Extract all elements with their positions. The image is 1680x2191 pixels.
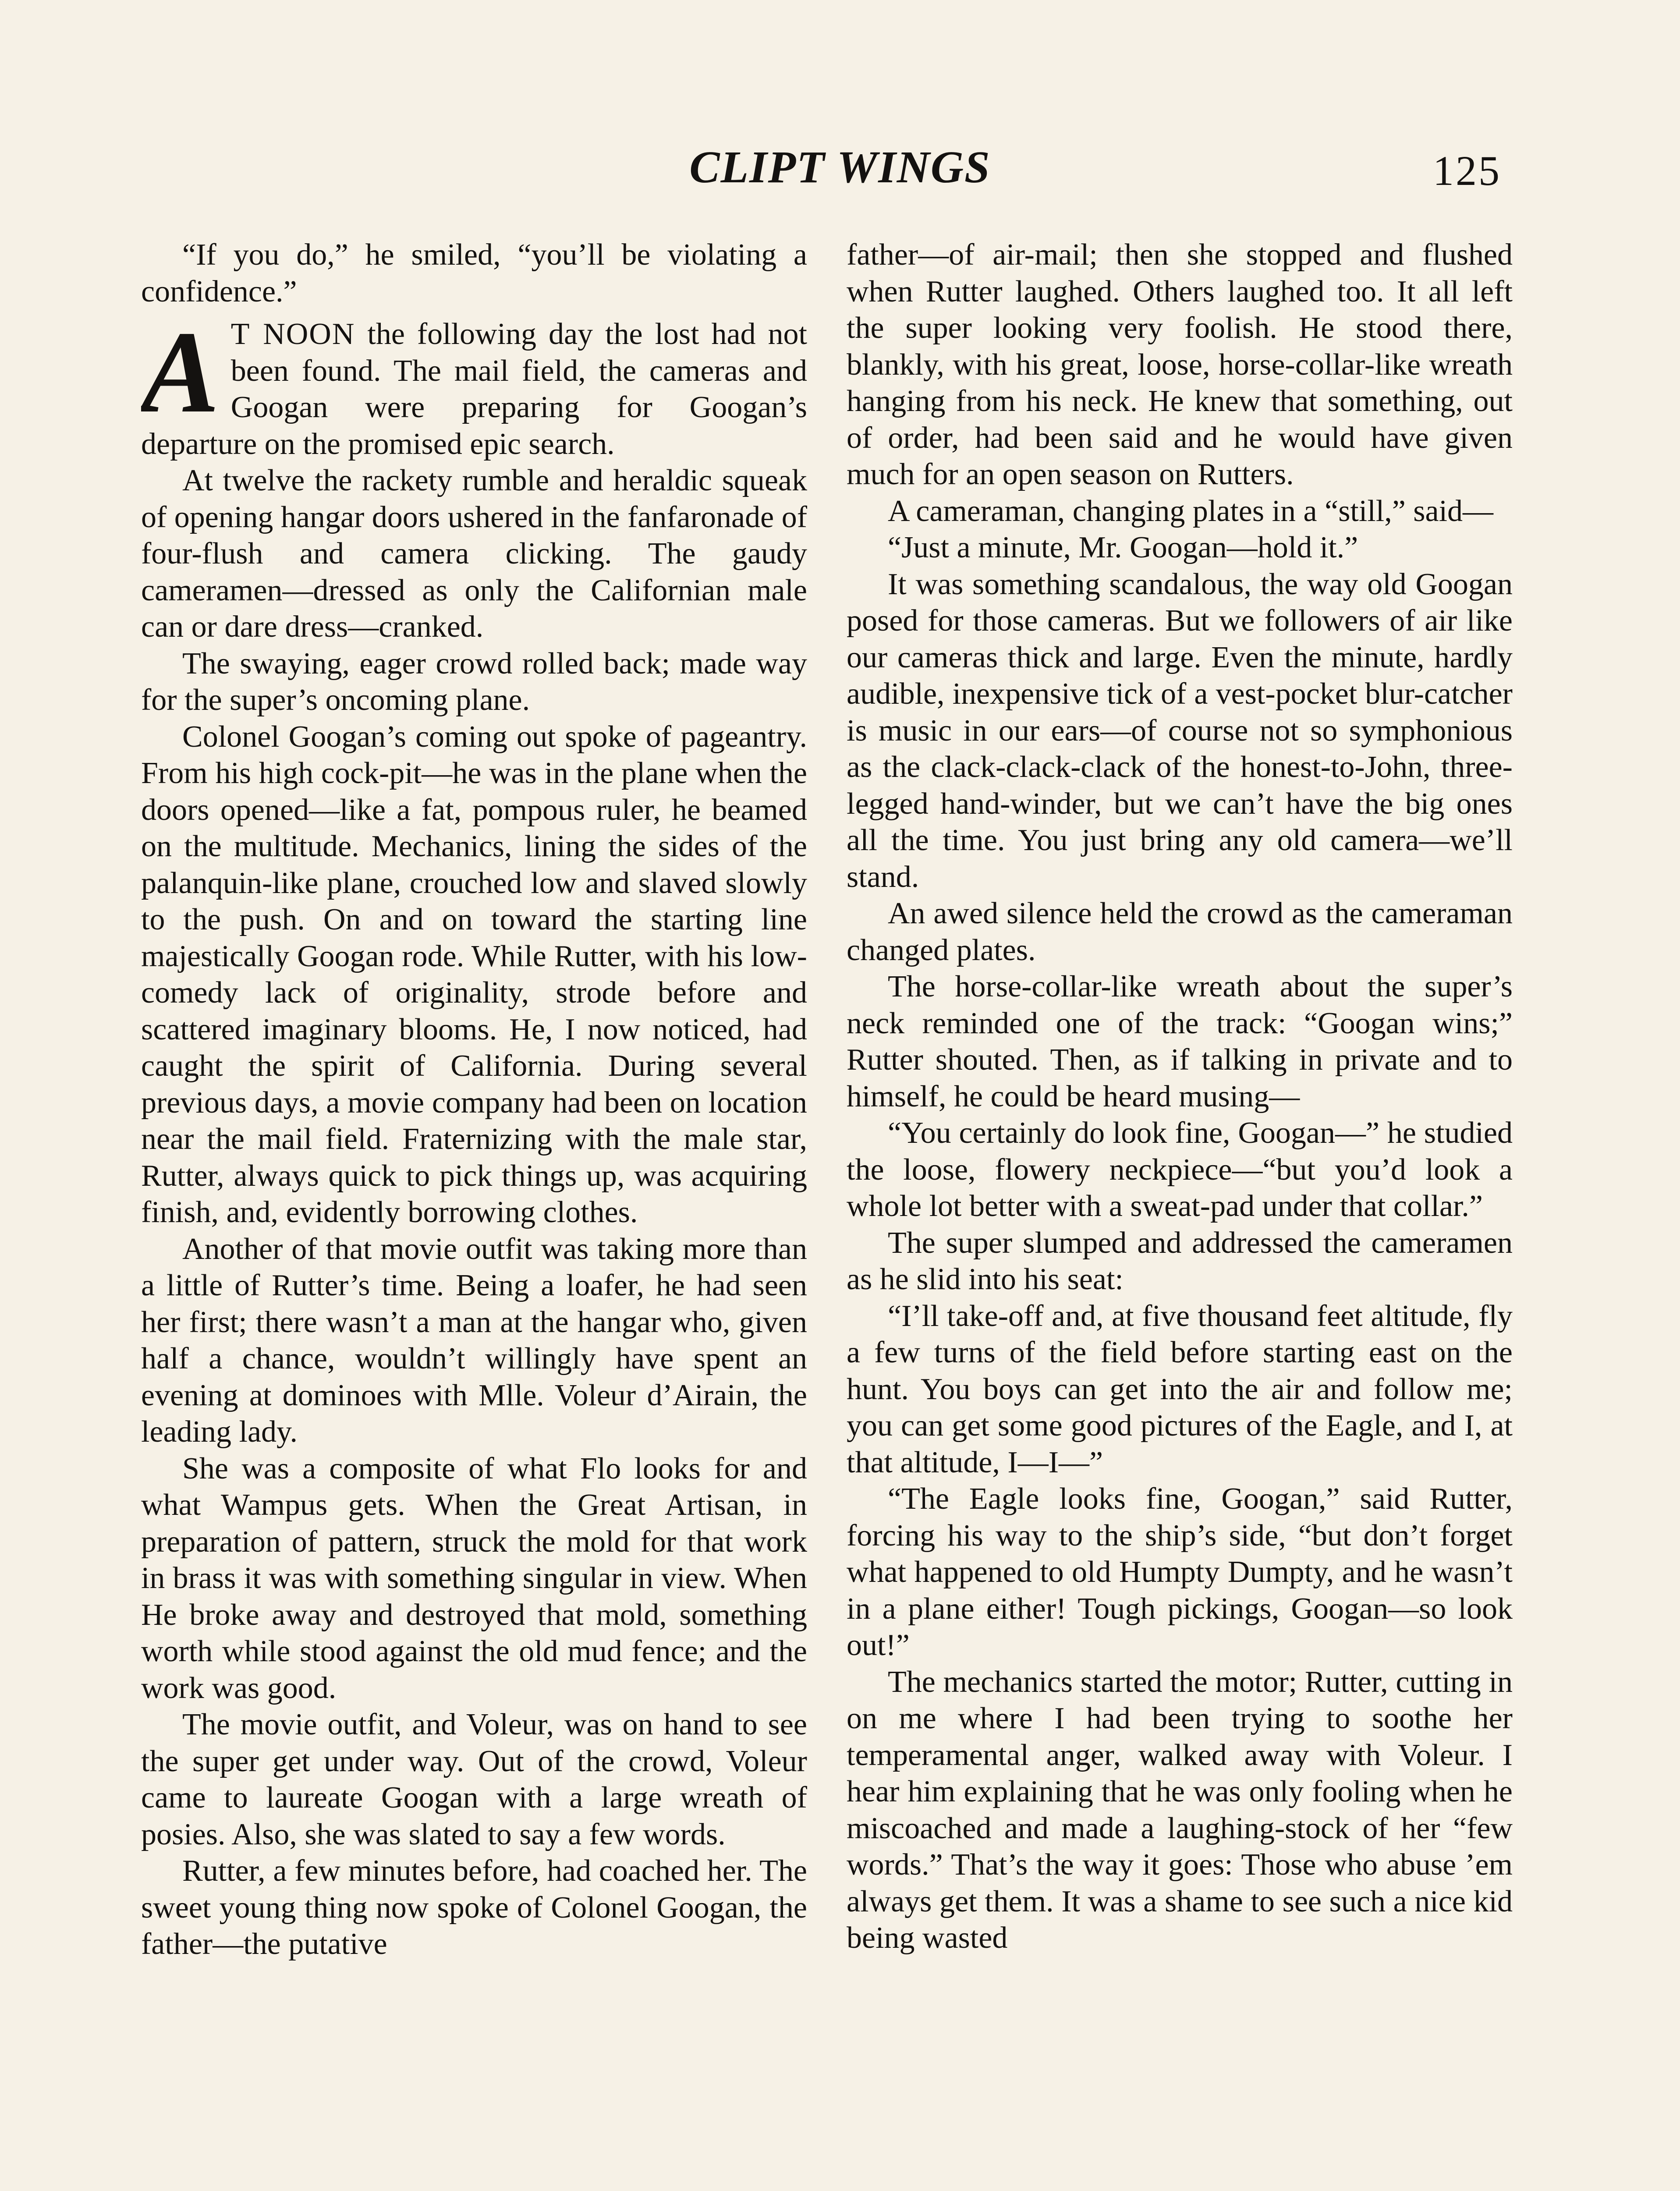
paragraph: At twelve the rackety rumble and heraldic squeak of opening hangar doors ushered in the fanfaronade of four-flush and camera clicking. The gaudy cameramen—dressed as only the Californian male can or dare dress—cranked. bbox=[141, 464, 807, 644]
paragraph: The mechanics started the motor; Rutter, cutting in on me where I had been trying to soothe her temperamental anger, walked away with Voleur. I hear him explaining that he was only fooling when he miscoached and made a laughing-stock of her “few words.” That’s the way it goes: Those who abuse ’em always get them. It was a shame to see such a nice kid being wasted bbox=[847, 1665, 1513, 1955]
paragraph: The swaying, eager crowd rolled back; made way for the super’s oncoming plane. bbox=[141, 646, 807, 717]
paragraph: An awed silence held the crowd as the cameraman changed plates. bbox=[847, 897, 1513, 967]
paragraph: Colonel Googan’s coming out spoke of pageantry. From his high cock-pit—he was in the plane when the doors opened—like a fat, pompous ruler, he beamed on the multitude. Mechanics, lining the sides of the palanquin-like plane, crouched low and slaved slowly to the push. On and on toward the starting line majestically Googan rode. While Rutter, with his low-comedy lack of originality, strode before and scattered imaginary blooms. He, I now noticed, had caught the spirit of California. During several previous days, a movie company had been on location near the mail field. Fraternizing with the male star, Rutter, always quick to pick things up, was acquiring finish, and, evidently borrowing clothes. bbox=[141, 720, 807, 1229]
paragraph-continued: father—of air-mail; then she stopped and flushed when Rutter laughed. Others laughed too. It all left the super looking very foolish. He stood there, blankly, with his great, loose, horse-collar-like wreath hanging from his neck. He knew that something, out of order, had been said and he would have given much for an open season on Rutters. bbox=[847, 238, 1513, 491]
paragraph: The horse-collar-like wreath about the super’s neck reminded one of the track: “Googan wins;” Rutter shouted. Then, as if talking in private and to himself, he could be heard musing— bbox=[847, 970, 1513, 1113]
paragraph: “Just a minute, Mr. Googan—hold it.” bbox=[888, 531, 1358, 564]
paragraph: Rutter, a few minutes before, had coached her. The sweet young thing now spoke of Colonel Googan, the father—the putative bbox=[141, 1854, 807, 1961]
paragraph: “The Eagle looks fine, Googan,” said Rutter, forcing his way to the ship’s side, “but don’t forget what happened to old Humpty Dumpty, and he wasn’t in a plane either! Tough pickings, Googan—so look out!” bbox=[847, 1482, 1513, 1662]
drop-cap-letter: A bbox=[141, 307, 220, 437]
paragraph: She was a composite of what Flo looks for and what Wampus gets. When the Great Artisan, in preparation of pattern, struck the mold for that work in brass it was with something singular in view. When He broke away and destroyed that mold, something worth while stood against the old mud fence; and the work was good. bbox=[141, 1451, 807, 1705]
paragraph: “If you do,” he smiled, “you’ll be violating a confidence.” bbox=[141, 238, 807, 308]
dropcap-lead-in: T NOON bbox=[230, 317, 355, 351]
paragraph-text: the following day the lost had not been found. The mail field, the cameras and Googan were preparing for Googan’s departure on the promised epic search. bbox=[141, 317, 807, 461]
paragraph: It was something scandalous, the way old Googan posed for those cameras. But we followers of air like our cameras thick and large. Even the minute, hardly audible, inexpensive tick of a vest-pocket blur-catcher is music in our ears—of course not so symphonious as the clack-clack-clack of the honest-to-John, three-legged hand-winder, but we can’t have the big ones all the time. You just bring any old camera—we’ll stand. bbox=[847, 567, 1513, 894]
paragraph: The movie outfit, and Voleur, was on hand to see the super get under way. Out of the crowd, Voleur came to laureate Googan with a large wreath of posies. Also, she was slated to say a few words. bbox=[141, 1708, 807, 1851]
paragraph: The super slumped and addressed the cameramen as he slid into his seat: bbox=[847, 1226, 1513, 1296]
left-text-column bbox=[141, 237, 807, 2191]
right-text-column bbox=[847, 237, 1513, 2191]
running-head-title: CLIPT WINGS bbox=[689, 142, 991, 192]
paragraph: A cameraman, changing plates in a “still,” said— bbox=[888, 494, 1494, 528]
paragraph: “You certainly do look fine, Googan—” he studied the loose, flowery neckpiece—“but you’d look a whole lot better with a sweat-pad under that collar.” bbox=[847, 1116, 1513, 1223]
paragraph: Another of that movie outfit was taking more than a little of Rutter’s time. Being a loafer, he had seen her first; there wasn’t a man at the hangar who, given half a chance, wouldn’t willingly have spent an evening at dominoes with Mlle. Voleur d’Airain, the leading lady. bbox=[141, 1232, 807, 1449]
page-number: 125 bbox=[1433, 147, 1501, 194]
paragraph-with-dropcap bbox=[141, 307, 807, 462]
paragraph: “I’ll take-off and, at five thousand feet altitude, fly a few turns of the field before starting east on the hunt. You boys can get into the air and follow me; you can get some good pictures of the Eagle, and I, at that altitude, I—I—” bbox=[847, 1299, 1513, 1479]
